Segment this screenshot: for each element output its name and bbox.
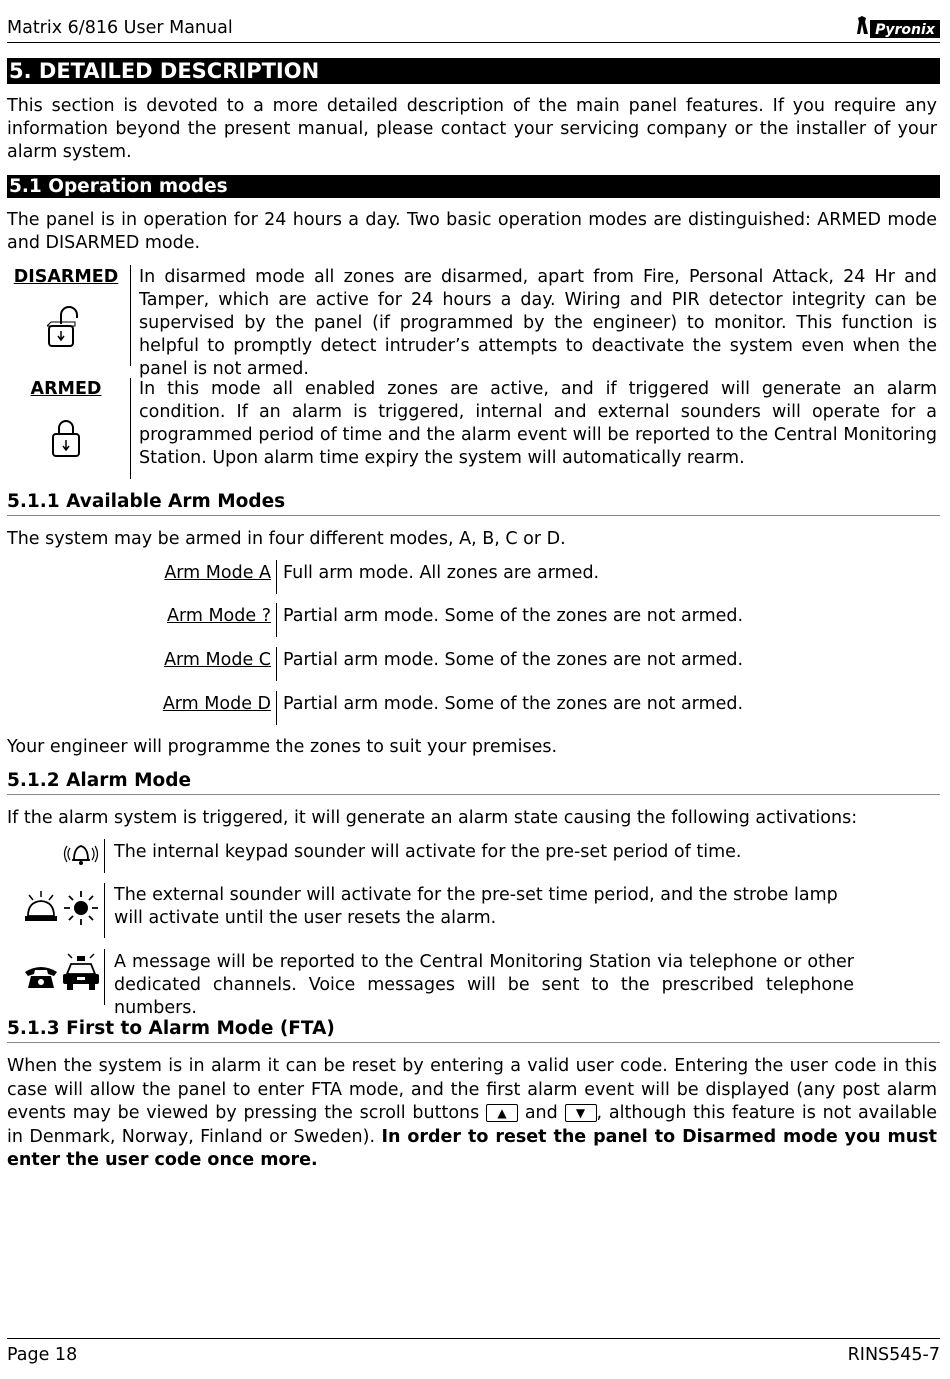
section-heading: 5. DETAILED DESCRIPTION [7,58,940,84]
alarm-item-divider [104,839,105,873]
armed-description: In this mode all enabled zones are active, and if triggered will generate an alarm condition. If an alarm is triggered, internal and external sounders will operate for a programmed period of time and the alarm event will be reported to the Central Monitoring Station. Upon alarm time expiry the system will automatically rearm. [139,379,937,468]
fta-text-after: , although this feature is not available in Denmark, Norway, Finland or Sweden). [7,1103,937,1147]
unlocked-padlock-icon [47,304,89,350]
pyronix-logo [856,14,940,40]
arm-mode-a-description: Full arm mode. All zones are armed. [283,563,600,583]
page-header [7,14,940,43]
section-intro: This section is devoted to a more detailed description of the main panel features. If you require any information beyond the present manual, please contact your servicing company or the installer of your alarm system. [7,96,937,162]
alarm-mode-intro: If the alarm system is triggered, it will generate an alarm state causing the following activations: [7,808,858,828]
arm-mode-d-description: Partial arm mode. Some of the zones are not armed. [283,694,744,714]
arm-modes-intro: The system may be armed in four different modes, A, B, C or D. [7,529,566,549]
siren-strobe-icon [23,886,103,926]
arm-mode-c-description: Partial arm mode. Some of the zones are not armed. [283,650,744,670]
manual-title: Matrix 6/816 User Manual [7,18,233,38]
fta-and: and [524,1103,558,1123]
arm-mode-b-description: Partial arm mode. Some of the zones are not armed. [283,606,744,626]
fta-bold-text: In order to reset the panel to Disarmed mode you must enter the user code once more. [7,1126,937,1170]
document-id: RINS545-7 [847,1345,940,1365]
operation-intro: The panel is in operation for 24 hours a day. Two basic operation modes are distinguished: ARMED mode and DISARMED mode. [7,210,937,253]
arm-mode-d-label: Arm Mode D [162,694,271,714]
fta-paragraph [7,1055,937,1173]
arm-mode-c-label: Arm Mode C [164,650,271,670]
locked-padlock-icon [50,418,82,460]
armed-divider [130,378,131,479]
phone-police-car-icon [21,950,103,994]
arm-mode-b-label: Arm Mode ? [166,606,271,626]
armed-label: ARMED [30,379,102,399]
fta-text-before: When the system is in alarm it can be reset by entering a valid user code. Entering the user code in this case will allow the panel to enter FTA mode, and the first alarm event will be displayed (any post alarm events may be viewed by pressing the scroll buttons [7,1056,937,1123]
arm-mode-a-label: Arm Mode A [164,563,271,583]
arm-mode-divider [276,603,277,637]
external-sounder-text: The external sounder will activate for the pre-set time period, and the strobe lamp will activate until the user resets the alarm. [114,885,838,928]
alarm-item-divider [104,883,105,938]
scroll-up-key: ▲ [486,1104,518,1122]
alarm-item-divider [104,949,105,1005]
alarm-mode-heading: 5.1.2 Alarm Mode [7,770,940,795]
page-footer [7,1338,940,1369]
internal-sounder-text: The internal keypad sounder will activate for the pre-set period of time. [114,842,742,862]
arm-modes-heading: 5.1.1 Available Arm Modes [7,491,940,516]
page-number: Page 18 [7,1345,78,1365]
disarmed-label: DISARMED [13,267,119,287]
scroll-down-key: ▼ [565,1104,597,1122]
message-report-text: A message will be reported to the Central Monitoring Station via telephone or other dedicated channels. Voice messages will be sent to the prescribed telephone numbers. [114,952,854,1018]
arm-mode-divider [276,560,277,594]
arm-modes-outro: Your engineer will programme the zones to suit your premises. [7,737,558,757]
bell-icon [63,840,99,868]
subsection-heading: 5.1 Operation modes [7,175,940,198]
disarmed-description: In disarmed mode all zones are disarmed, apart from Fire, Personal Attack, 24 Hr and Tamper, which are active for 24 hours a day. Wiring and PIR detector integrity can be supervised by the panel (if programmed by the engineer) to monitor. This function is helpful to promptly detect intruder’s attempts to deactivate the system even when the panel is not armed. [139,267,937,379]
fta-heading: 5.1.3 First to Alarm Mode (FTA) [7,1018,940,1043]
logo-text: Pyronix [875,22,935,38]
disarmed-divider [130,265,131,366]
arm-mode-divider [276,691,277,725]
arm-mode-divider [276,647,277,681]
